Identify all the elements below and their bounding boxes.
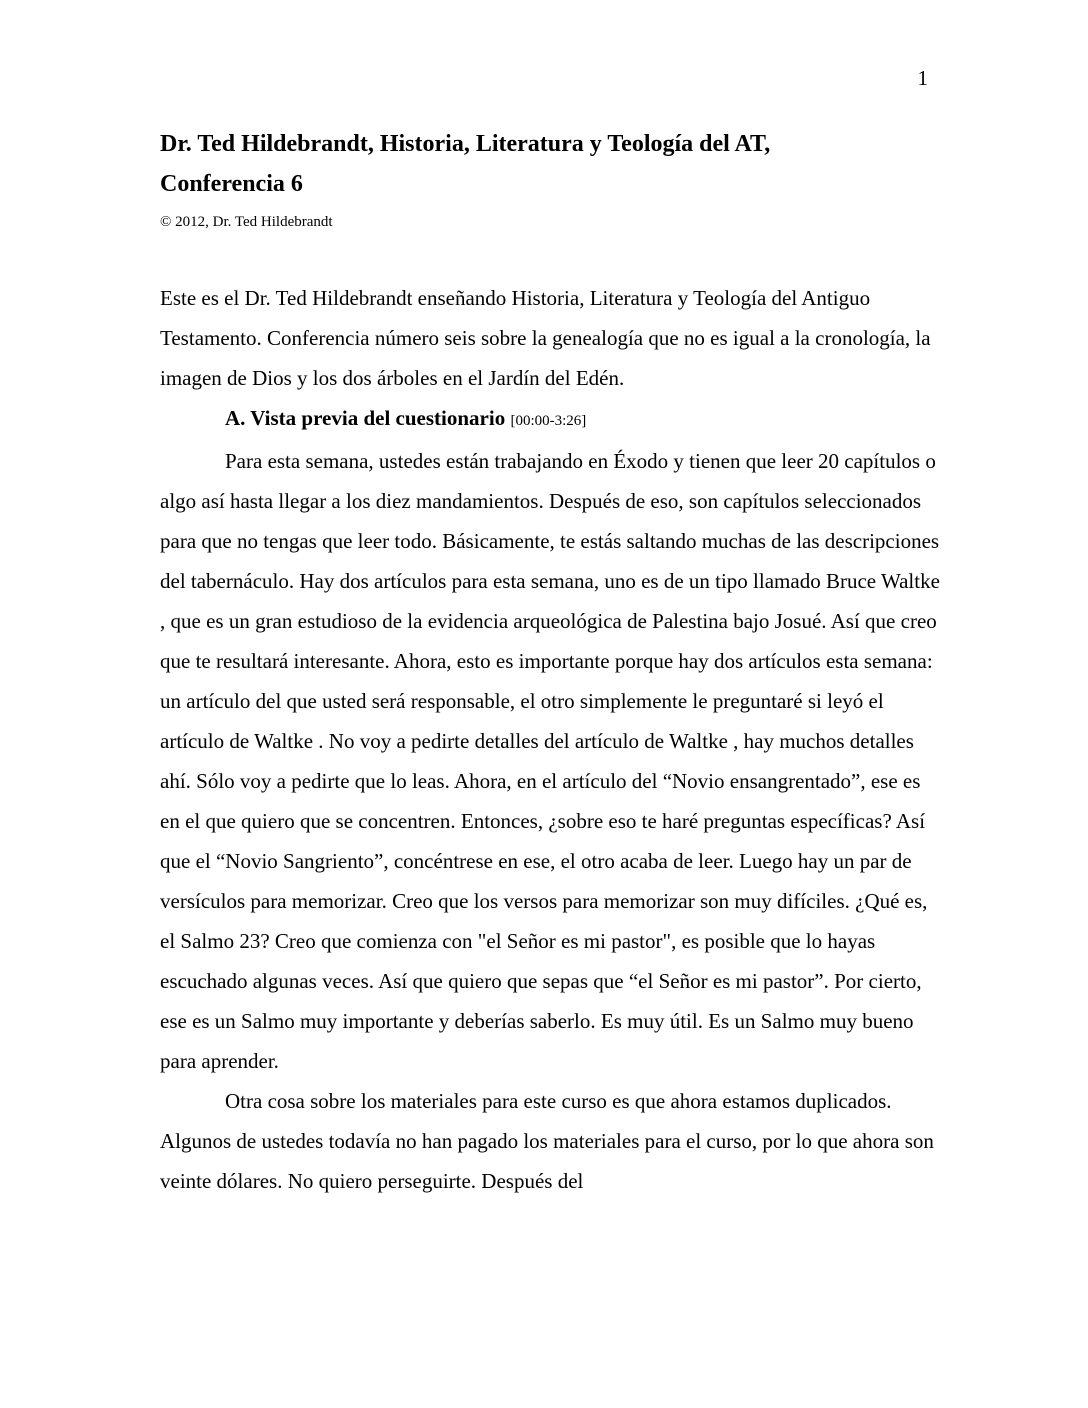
- document-title: [160, 124, 940, 204]
- page-number: 1: [917, 66, 928, 90]
- intro-paragraph: Este es el Dr. Ted Hildebrandt enseñando Historia, Literatura y Teología del Antiguo Testamento. Conferencia número seis sobre la genealogía que no es igual a la cronología, la imagen de Dios y los dos árboles en el Jardín del Edén.: [160, 286, 931, 390]
- document-body: [160, 278, 940, 1201]
- document-header: [160, 124, 940, 232]
- title-line-2: Conferencia 6: [160, 171, 303, 197]
- section-heading: [160, 398, 940, 441]
- title-line-1: Dr. Ted Hildebrandt, Historia, Literatura y Teología del AT,: [160, 131, 771, 157]
- section-timestamp: [00:00-3:26]: [510, 413, 587, 429]
- body-paragraph: Otra cosa sobre los materiales para este curso es que ahora estamos duplicados. Algunos de ustedes todavía no han pagado los materiales para el curso, por lo que ahora son veinte dólares. No quiero perseguirte. Después del: [160, 1089, 934, 1193]
- body-paragraph: Para esta semana, ustedes están trabajando en Éxodo y tienen que leer 20 capítulos o algo así hasta llegar a los diez mandamientos. Después de eso, son capítulos seleccionados para que no tengas que leer todo. Básicamente, te estás saltando muchas de las descripciones del tabernáculo. Hay dos artículos para esta semana, uno es de un tipo llamado Bruce Waltke , que es un gran estudioso de la evidencia arqueológica de Palestina bajo Josué. Así que creo que te resultará interesante. Ahora, esto es importante porque hay dos artículos esta semana: un artículo del que usted será responsable, el otro simplemente le preguntaré si leyó el artículo de Waltke . No voy a pedirte detalles del artículo de Waltke , hay muchos detalles ahí. Sólo voy a pedirte que lo leas. Ahora, en el artículo del “Novio ensangrentado”, ese es en el que quiero que se concentren. Entonces, ¿sobre eso te haré preguntas específicas? Así que el “Novio Sangriento”, concéntrese en ese, el otro acaba de leer. Luego hay un par de versículos para memorizar. Creo que los versos para memorizar son muy difíciles. ¿Qué es, el Salmo 23? Creo que comienza con "el Señor es mi pastor", es posible que lo hayas escuchado algunas veces. Así que quiero que sepas que “el Señor es mi pastor”. Por cierto, ese es un Salmo muy importante y deberías saberlo. Es muy útil. Es un Salmo muy bueno para aprender.: [160, 449, 940, 1073]
- copyright-notice: © 2012, Dr. Ted Hildebrandt: [160, 214, 333, 230]
- section-heading-text: A. Vista previa del cuestionario: [225, 406, 506, 430]
